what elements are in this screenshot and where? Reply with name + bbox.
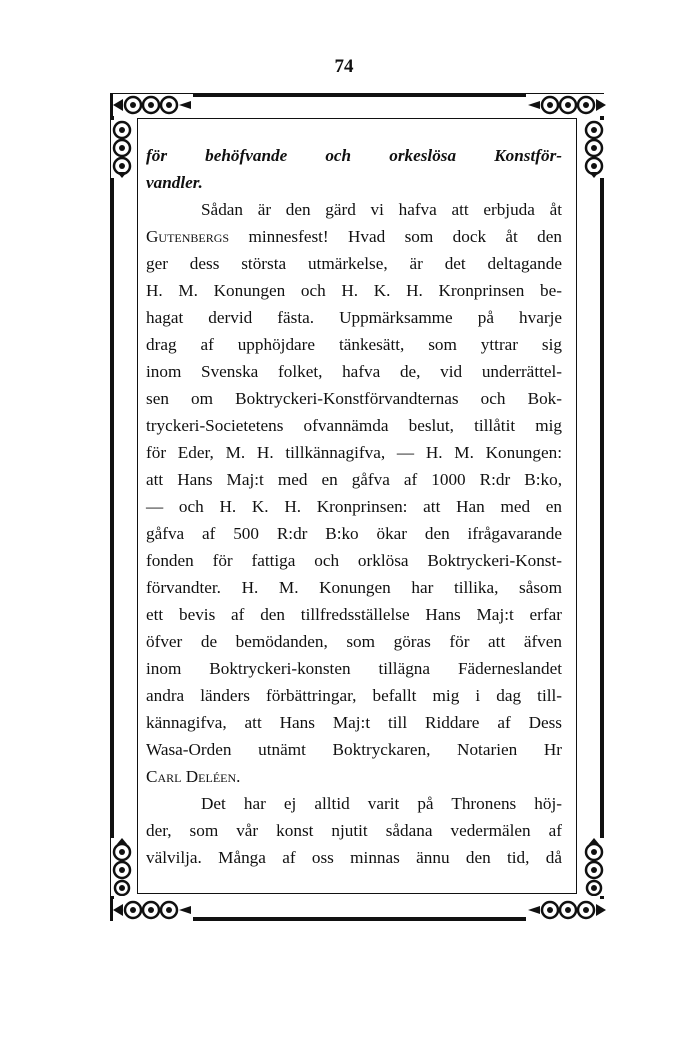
paragraph-line: Sådan är den gärd vi hafva att erbjuda åt xyxy=(201,200,562,219)
paragraph-line: gåfva af 500 R:dr B:ko ökar den ifrågavarande xyxy=(146,524,562,543)
ornament-top-left-horizontal xyxy=(113,94,193,116)
paragraph-line: välvilja. Många af oss minnas ännu den tid, då xyxy=(146,848,562,867)
ornament-bottom-right-horizontal xyxy=(526,899,606,921)
ornament-bottom-right-vertical xyxy=(583,838,605,896)
paragraph-line: hagat dervid fästa. Uppmärksamme på hvarje xyxy=(146,308,562,327)
ornament-bottom-left-vertical xyxy=(111,838,133,896)
paragraph-line: Wasa-Orden utnämt Boktryckaren, Notarien Hr xyxy=(146,740,562,759)
paragraph-line: ger dess största utmärkelse, är det deltagande xyxy=(146,254,562,273)
paragraph-line: inom Boktryckeri-konsten tillägna Fäderneslandet xyxy=(146,659,562,678)
name-gutenberg: Gutenbergs xyxy=(146,227,230,246)
name-carl-deleen: Carl Deléen. xyxy=(146,767,241,786)
body-text xyxy=(146,142,562,871)
paragraph-line: drag af upphöjdare tänkesätt, som yttrar sig xyxy=(146,335,562,354)
paragraph-line: för Eder, M. H. tillkännagifva, — H. M. Konungen: xyxy=(146,443,562,462)
paragraph-line: sen om Boktryckeri-Konstförvandternas och Bok- xyxy=(146,389,562,408)
ornament-top-right-vertical xyxy=(583,120,605,178)
heading-line: vandler. xyxy=(146,173,203,192)
paragraph-line: förvandter. H. M. Konungen har tillika, såsom xyxy=(146,578,562,597)
paragraph-line: inom Svenska folket, hafva de, vid underrättel- xyxy=(146,362,562,381)
paragraph-line: kännagifva, att Hans Maj:t till Riddare af Dess xyxy=(146,713,562,732)
paragraph-line: att Hans Maj:t med en gåfva af 1000 R:dr B:ko, xyxy=(146,470,562,489)
paragraph-line xyxy=(146,223,562,250)
heading-line: för behöfvande och orkeslösa Konstför- xyxy=(146,146,562,165)
paragraph-line: der, som vår konst njutit sådana vedermälen af xyxy=(146,821,562,840)
ornament-bottom-left-horizontal xyxy=(113,899,193,921)
paragraph-line: — och H. K. H. Kronprinsen: att Han med en xyxy=(146,497,562,516)
page-number: 74 xyxy=(334,56,354,77)
paragraph-line: H. M. Konungen och H. K. H. Kronprinsen be- xyxy=(146,281,562,300)
ornament-top-right-horizontal xyxy=(526,94,606,116)
line-rest: minnesfest! Hvad som dock åt den xyxy=(229,227,562,246)
paragraph-line: fonden för fattiga och orklösa Boktryckeri-Konst- xyxy=(146,551,562,570)
ornament-top-left-vertical xyxy=(111,120,133,178)
paragraph-line: andra länders förbättringar, befallt mig i dag till- xyxy=(146,686,562,705)
paragraph-line: ett bevis af den tillfredsställelse Hans Maj:t erfar xyxy=(146,605,562,624)
paragraph-line: tryckeri-Societetens ofvannämda beslut, tillåtit mig xyxy=(146,416,562,435)
paragraph-line: Det har ej alltid varit på Thronens höj- xyxy=(201,794,562,813)
paragraph-line: öfver de bemödanden, som göras för att äfven xyxy=(146,632,562,651)
